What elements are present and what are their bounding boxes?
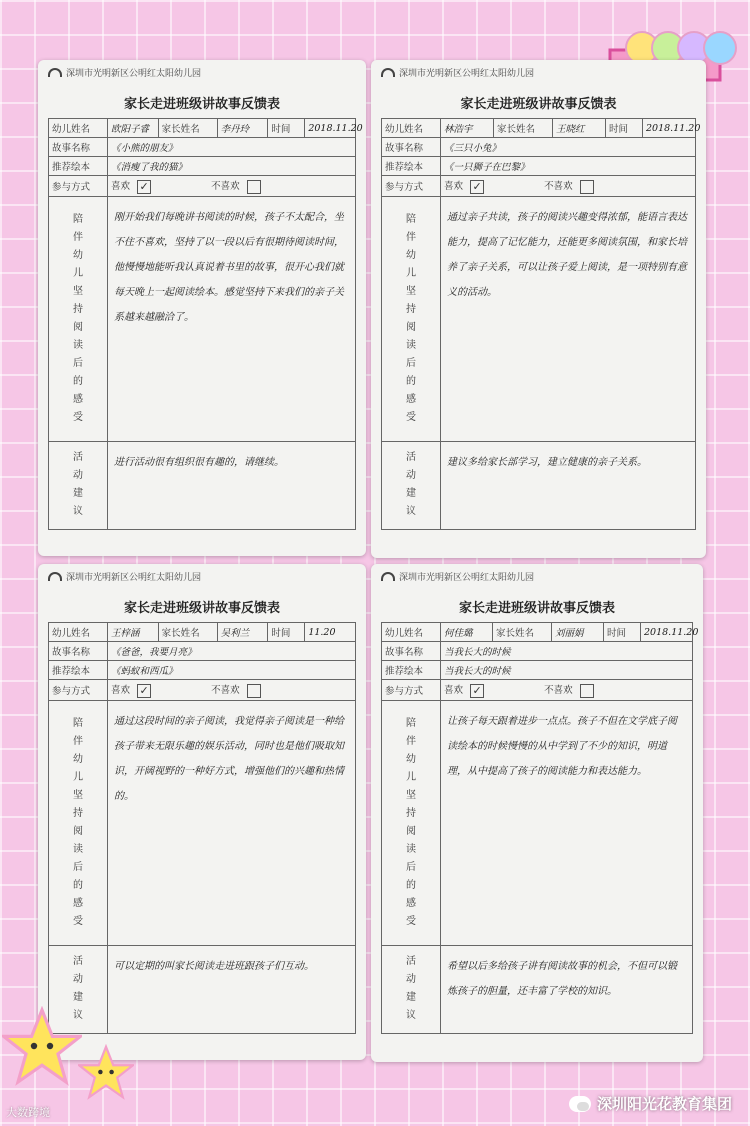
like-label: 喜欢 bbox=[444, 181, 464, 192]
like-checkbox: ✓ bbox=[470, 684, 484, 698]
activity-suggestion-text: 可以定期的叫家长阅读走进班跟孩子们互动。 bbox=[108, 945, 356, 1033]
parent-name: 刘丽娟 bbox=[552, 623, 604, 642]
time-value: 11.20 bbox=[305, 623, 356, 642]
recommended-book-label: 推荐绘本 bbox=[49, 661, 108, 680]
like-label: 喜欢 bbox=[111, 685, 131, 696]
accompany-feeling-text: 让孩子每天跟着进步一点点。孩子不但在文学底子阅读绘本的时候慢慢的从中学到了不少的知识，明道理，从中提高了孩子的阅读能力和表达能力。 bbox=[441, 700, 693, 945]
like-checkbox: ✓ bbox=[137, 684, 151, 698]
story-name: 《爸爸，我要月亮》 bbox=[108, 642, 356, 661]
parent-name-label: 家长姓名 bbox=[158, 119, 217, 138]
child-name: 林浩宇 bbox=[441, 119, 494, 138]
activity-suggestion-text: 希望以后多给孩子讲有阅读故事的机会，不但可以锻炼孩子的胆量，还丰富了学校的知识。 bbox=[441, 945, 693, 1033]
story-name-label: 故事名称 bbox=[49, 642, 108, 661]
form-title: 家长走进班级讲故事反馈表 bbox=[123, 97, 280, 112]
feedback-form bbox=[48, 622, 356, 1034]
dislike-label: 不喜欢 bbox=[544, 181, 573, 192]
recommended-book-label: 推荐绘本 bbox=[382, 661, 441, 680]
feedback-sheet-4 bbox=[371, 564, 703, 1062]
accompany-feeling-text: 刚开始我们每晚讲书阅读的时候，孩子不太配合，坐不住不喜欢，坚持了以一段以后有很期待阅读时间，他慢慢地能听我认真说着书里的故事，很开心我们就每天晚上一起阅读绘本。感觉坚持下来我们的亲子关系越来越融洽了。 bbox=[108, 196, 356, 441]
recommended-book: 《消瘦了我的猫》 bbox=[108, 157, 356, 176]
watermark-text: 大数跨境 bbox=[6, 1106, 50, 1119]
accompany-feeling-label: 陪 伴 幼 儿 坚 持 阅 读 后 的 感 受 bbox=[382, 196, 441, 441]
wechat-icon bbox=[569, 1096, 591, 1112]
recommended-book: 《一只狮子在巴黎》 bbox=[441, 157, 696, 176]
feedback-sheet-1 bbox=[38, 60, 366, 556]
child-name-label: 幼儿姓名 bbox=[49, 119, 108, 138]
like-label: 喜欢 bbox=[111, 181, 131, 192]
participation-label: 参与方式 bbox=[382, 680, 441, 701]
activity-suggestion-text: 建议多给家长部学习，建立健康的亲子关系。 bbox=[441, 441, 696, 529]
time-value: 2018.11.20 bbox=[643, 119, 696, 138]
school-logo-icon bbox=[381, 572, 395, 581]
activity-suggestion-label: 活 动 建 议 bbox=[49, 441, 108, 529]
accompany-feeling-label: 陪 伴 幼 儿 坚 持 阅 读 后 的 感 受 bbox=[49, 196, 108, 441]
school-header bbox=[381, 66, 696, 79]
time-label: 时间 bbox=[606, 119, 643, 138]
school-logo-icon bbox=[48, 68, 62, 77]
time-label: 时间 bbox=[268, 623, 305, 642]
star-decoration-large bbox=[2, 1006, 82, 1086]
activity-suggestion-label: 活 动 建 议 bbox=[382, 945, 441, 1033]
story-name: 《三只小兔》 bbox=[441, 138, 696, 157]
accompany-feeling-text: 通过亲子共读，孩子的阅读兴趣变得浓郁，能语言表达能力，提高了记忆能力，还能更多阅读氛围，和家长培养了亲子关系，可以让孩子爱上阅读，是一项特别有意义的活动。 bbox=[441, 196, 696, 441]
recommended-book-label: 推荐绘本 bbox=[382, 157, 441, 176]
feedback-sheet-3 bbox=[38, 564, 366, 1060]
dislike-checkbox bbox=[580, 180, 594, 194]
parent-name-label: 家长姓名 bbox=[158, 623, 217, 642]
dislike-label: 不喜欢 bbox=[211, 181, 240, 192]
child-name-label: 幼儿姓名 bbox=[382, 623, 441, 642]
school-name: 深圳市光明新区公明红太阳幼儿园 bbox=[66, 573, 202, 583]
activity-suggestion-label: 活 动 建 议 bbox=[382, 441, 441, 529]
participation-options bbox=[108, 176, 356, 197]
accompany-feeling-label: 陪 伴 幼 儿 坚 持 阅 读 后 的 感 受 bbox=[49, 700, 108, 945]
story-name-label: 故事名称 bbox=[382, 642, 441, 661]
story-name-label: 故事名称 bbox=[382, 138, 441, 157]
participation-options bbox=[441, 680, 693, 701]
parent-name-label: 家长姓名 bbox=[494, 119, 553, 138]
time-value: 2018.11.20 bbox=[305, 119, 356, 138]
dislike-checkbox bbox=[247, 684, 261, 698]
child-name: 欧阳子睿 bbox=[108, 119, 159, 138]
form-title: 家长走进班级讲故事反馈表 bbox=[123, 601, 280, 616]
participation-label: 参与方式 bbox=[49, 176, 108, 197]
story-name: 当我长大的时候 bbox=[441, 642, 693, 661]
school-header bbox=[48, 570, 356, 583]
feedback-form bbox=[48, 118, 363, 530]
recommended-book: 《蚂蚁和西瓜》 bbox=[108, 661, 356, 680]
accompany-feeling-text: 通过这段时间的亲子阅读，我觉得亲子阅读是一种给孩子带来无限乐趣的娱乐活动，同时也是他们吸取知识，开阔视野的一种好方式，增强他们的兴趣和热情的。 bbox=[108, 700, 356, 945]
dislike-label: 不喜欢 bbox=[211, 685, 240, 696]
footer-brand bbox=[569, 1093, 732, 1114]
school-name: 深圳市光明新区公明红太阳幼儿园 bbox=[66, 69, 202, 79]
feedback-sheet-2 bbox=[371, 60, 706, 558]
like-label: 喜欢 bbox=[444, 685, 464, 696]
accompany-feeling-label: 陪 伴 幼 儿 坚 持 阅 读 后 的 感 受 bbox=[382, 700, 441, 945]
parent-name: 李丹玲 bbox=[217, 119, 268, 138]
parent-name: 王晓红 bbox=[553, 119, 606, 138]
time-label: 时间 bbox=[604, 623, 641, 642]
parent-name: 吴利兰 bbox=[217, 623, 268, 642]
time-value: 2018.11.20 bbox=[641, 623, 693, 642]
time-label: 时间 bbox=[268, 119, 305, 138]
parent-name-label: 家长姓名 bbox=[493, 623, 552, 642]
school-name: 深圳市光明新区公明红太阳幼儿园 bbox=[399, 573, 535, 583]
dislike-checkbox bbox=[580, 684, 594, 698]
school-header bbox=[381, 570, 693, 583]
feedback-form bbox=[381, 118, 701, 530]
dislike-label: 不喜欢 bbox=[544, 685, 573, 696]
recommended-book-label: 推荐绘本 bbox=[49, 157, 108, 176]
participation-options bbox=[441, 176, 696, 197]
story-name: 《小熊的朋友》 bbox=[108, 138, 356, 157]
child-name: 何佳璐 bbox=[441, 623, 493, 642]
dislike-checkbox bbox=[247, 180, 261, 194]
participation-options bbox=[108, 680, 356, 701]
activity-suggestion-text: 进行活动很有组织很有趣的，请继续。 bbox=[108, 441, 356, 529]
recommended-book: 当我长大的时候 bbox=[441, 661, 693, 680]
activity-suggestion-label: 活 动 建 议 bbox=[49, 945, 108, 1033]
form-title: 家长走进班级讲故事反馈表 bbox=[460, 97, 617, 112]
school-header bbox=[48, 66, 356, 79]
child-name: 王梓涵 bbox=[108, 623, 159, 642]
participation-label: 参与方式 bbox=[382, 176, 441, 197]
school-name: 深圳市光明新区公明红太阳幼儿园 bbox=[399, 69, 535, 79]
footer-brand-label: 深圳阳光花教育集团 bbox=[596, 1095, 732, 1113]
child-name-label: 幼儿姓名 bbox=[49, 623, 108, 642]
feedback-form bbox=[381, 622, 699, 1034]
school-logo-icon bbox=[381, 68, 395, 77]
like-checkbox: ✓ bbox=[137, 180, 151, 194]
school-logo-icon bbox=[48, 572, 62, 581]
form-title: 家长走进班级讲故事反馈表 bbox=[458, 601, 615, 616]
star-decoration-small bbox=[78, 1044, 134, 1100]
child-name-label: 幼儿姓名 bbox=[382, 119, 441, 138]
story-name-label: 故事名称 bbox=[49, 138, 108, 157]
participation-label: 参与方式 bbox=[49, 680, 108, 701]
like-checkbox: ✓ bbox=[470, 180, 484, 194]
